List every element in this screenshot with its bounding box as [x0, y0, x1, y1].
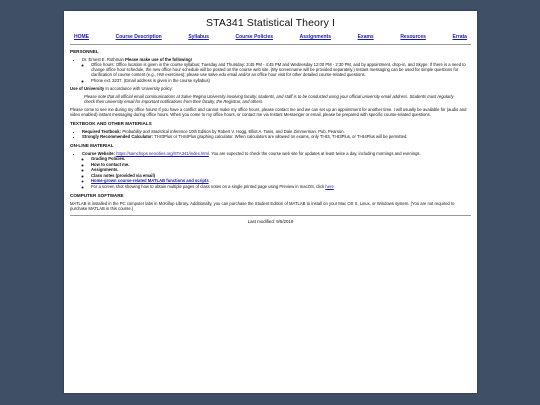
online-item-grading: ◦ Grading Policies.: [91, 156, 471, 161]
contact-paragraph: Please come to see me during my office hours! If you have a conflict and cannot make my office hours, please contact me and we can set up an appointment for another time. I will usually be available for (audio and video enabled) instant messaging during office hours. When you come to my office hours, or contact me via Instant Messenger or email, please be prepared with specific course-related questions.: [70, 106, 467, 117]
screenshot-text: For a screen shot showing how to obtain multiple pages of class notes on a single printed page using Preview in macOS, click: [91, 183, 325, 189]
calculator-label: Strongly Recommended Calculator:: [82, 134, 154, 139]
instructor-name: Dr. Ernest E. Rothman: [82, 57, 124, 62]
section-heading-online: ON-LINE MATERIAL: [70, 143, 114, 148]
nav-course-description[interactable]: Course Description: [115, 34, 162, 40]
page-title: STA341 Statistical Theory I: [206, 17, 335, 29]
nav-errata[interactable]: Errata: [452, 34, 467, 40]
nav-syllabus[interactable]: Syllabus: [188, 34, 209, 40]
required-textbook-label: Required Textbook:: [82, 128, 122, 134]
instructor-item: [82, 57, 471, 83]
course-website-text: . You are expected to check the course web site for updates at least twice a day, including mornings and evenings.: [208, 151, 421, 156]
use-of-university: [70, 86, 471, 91]
course-website-item: [82, 151, 471, 189]
matlab-functions-link[interactable]: ◦ Home-grown course-related MATLAB functions and scripts: [91, 178, 471, 183]
software-paragraph: MATLAB is installed in the PC computer labs in McKillop Library. Additionally, you can purchase the Student Edition of MATLAB to install on your Mac OS X, Linux, or Windows system. (You are not required to purchase MATLAB in this course.): [70, 200, 455, 211]
online-item-class-notes: ◦ Class notes (provided via email): [91, 173, 471, 178]
required-textbook-item: [82, 129, 471, 134]
section-heading-software: COMPUTER SOFTWARE: [70, 192, 124, 198]
use-label: Use of University: [70, 85, 105, 91]
main-content: [64, 49, 477, 211]
nav-bar: [74, 34, 467, 40]
footer-divider: [70, 215, 471, 216]
use-text: In accordance with University policy:: [105, 85, 173, 91]
office-hours-item: ◦ Office hours: Office location is given in the course syllabus; Tuesday and Thursday: 3:45 PM - 4:45 PM and Wednesday 12:00 PM - 2:30 PM, and by appointment, drop-in, and Skype. If there is a need to change office hour schedule, the new office hour schedule will be posted on the course web site. (My screenname will be provided separately.) Instant messaging can be used for simple questions for clarification of course content (e.g., HW exercises); please use salve.edu email and/or an office hour visit for other detailed course-related questions.: [91, 62, 471, 77]
section-heading-textbook: TEXTBOOK AND OTHER MATERIALS: [70, 120, 152, 126]
nav-resources[interactable]: Resources: [400, 34, 426, 40]
section-heading-personnel: PERSONNEL: [70, 49, 99, 54]
phone-item: ◦ Phone ext. 3237. (Email address is given in the course syllabus): [91, 78, 471, 83]
textbook-list: [70, 129, 471, 140]
online-item-assignments: ◦ Assignments.: [91, 167, 471, 172]
screenshot-item: [91, 184, 471, 189]
nav-course-policies[interactable]: Course Policies: [235, 34, 273, 40]
email-policy: Please note that all official email communications at Salve Regina University involving faculty, students, and staff is to be conducted using your official university email address. Students must regularly check their university email for important notifications from their faculty, the Registrar, and others.: [84, 93, 454, 104]
textbook-title: Probability and Statistical Inference: [122, 128, 188, 134]
calculator-text: TI-83Plus or TI-84Plus graphing calculator. When calculators are allowed on exams, only TI-83, TI-83Plus, or TI-84Plus will be permitted.: [154, 134, 408, 139]
personnel-list: [70, 57, 471, 83]
course-website-label: Course Website:: [82, 151, 115, 156]
calculator-item: [82, 134, 471, 139]
nav-exams[interactable]: Exams: [357, 34, 374, 40]
here-link[interactable]: here: [325, 183, 334, 189]
online-list: [70, 151, 471, 189]
textbook-details: 10th Edition by Robert V. Hogg, Elliot A. Tanis, and Dale Zimmerman. Pub. Pearson.: [188, 128, 345, 134]
instructor-details: [82, 62, 471, 83]
instructor-note: Please make use of the following!: [125, 57, 193, 62]
online-item-contact: ◦ How to contact me.: [91, 162, 471, 167]
course-website-link[interactable]: https://samchops.neocities.org/STA341/index.html: [116, 151, 209, 156]
page-container: [64, 11, 477, 393]
online-sublist: [82, 156, 471, 189]
last-modified: Last modified: 9/5/2019: [247, 218, 294, 224]
nav-home[interactable]: HOME: [74, 34, 89, 40]
divider: [70, 44, 471, 45]
nav-assignments[interactable]: Assignments: [299, 34, 331, 40]
